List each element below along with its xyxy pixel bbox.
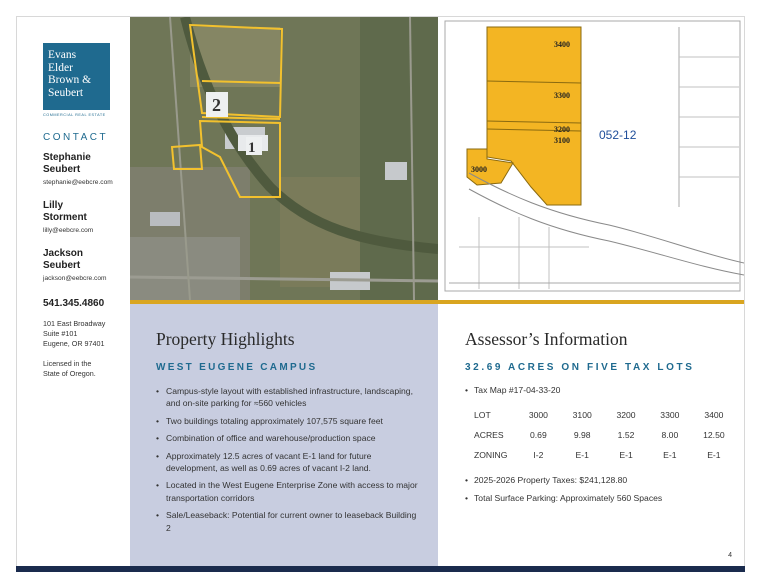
tax-lot-label: 3000 xyxy=(471,165,487,174)
table-cell: E-1 xyxy=(575,450,589,460)
highlight-item: • Combination of office and warehouse/production space xyxy=(156,432,420,444)
aerial-photo xyxy=(130,17,438,300)
contact-last-name: Storment xyxy=(43,211,87,223)
license-note xyxy=(43,359,129,379)
highlight-item: • Approximately 12.5 acres of vacant E-1 land for future development, as well as 0.69 acres of vacant I-2 land. xyxy=(156,450,420,475)
highlights-list xyxy=(156,385,420,534)
contact-email-link[interactable]: stephanie@eebcre.com xyxy=(43,179,113,186)
table-cell: 0.69 xyxy=(530,430,547,440)
table-cell: E-1 xyxy=(707,450,721,460)
contact-person xyxy=(43,200,129,234)
contact-last-name: Seubert xyxy=(43,259,81,271)
table-cell: 8.00 xyxy=(661,430,679,440)
table-cell: E-1 xyxy=(663,450,677,460)
highlight-item: • Campus-style layout with established infrastructure, landscaping, and on-site parking for ≈560 vehicles xyxy=(156,385,420,410)
office-address xyxy=(43,319,129,349)
property-highlights-panel xyxy=(130,304,438,572)
contact-last-name: Seubert xyxy=(43,163,81,175)
assessor-info-panel xyxy=(439,304,745,572)
contact-email-link[interactable]: jackson@eebcre.com xyxy=(43,275,107,282)
assessor-subtitle: 32.69 ACRES ON FIVE TAX LOTS xyxy=(465,362,695,373)
contact-person xyxy=(43,248,129,282)
table-row xyxy=(474,425,736,445)
tax-lot-label: 3300 xyxy=(554,91,570,100)
license-line: Licensed in the xyxy=(43,359,92,368)
address-line: Suite #101 xyxy=(43,329,78,338)
tax-lot-map xyxy=(439,17,745,300)
tax-map-id: 052-12 xyxy=(599,128,637,142)
contact-email-link[interactable]: lilly@eebcre.com xyxy=(43,227,94,234)
table-cell: 3000 xyxy=(528,410,548,420)
table-cell: E-1 xyxy=(619,450,633,460)
company-logo xyxy=(43,43,110,110)
logo-line: Evans xyxy=(48,49,77,61)
table-cell: ACRES xyxy=(474,430,504,440)
brochure-page xyxy=(16,16,745,572)
table-cell: 3200 xyxy=(616,410,636,420)
table-cell: 9.98 xyxy=(573,430,591,440)
aerial-lot-label: 2 xyxy=(212,95,221,115)
footer-bar xyxy=(16,566,745,572)
table-cell: 3300 xyxy=(660,410,680,420)
page-number: 4 xyxy=(728,552,732,559)
address-line: Eugene, OR 97401 xyxy=(43,339,105,348)
contact-person xyxy=(43,152,129,186)
highlight-item: • Two buildings totaling approximately 107,575 square feet xyxy=(156,415,420,427)
property-taxes: • 2025-2026 Property Taxes: $241,128.80 xyxy=(465,475,736,485)
contact-first-name: Jackson xyxy=(43,248,84,259)
license-line: State of Oregon. xyxy=(43,369,96,378)
tax-lot-label: 3400 xyxy=(554,40,570,49)
table-cell: 3400 xyxy=(704,410,724,420)
tax-lot-label: 3100 xyxy=(554,136,570,145)
contact-heading: CONTACT xyxy=(43,132,109,143)
logo-subtitle: COMMERCIAL REAL ESTATE xyxy=(43,113,106,117)
assessor-title: Assessor’s Information xyxy=(465,329,628,349)
tax-lot-table xyxy=(474,405,736,465)
logo-line: Elder xyxy=(48,61,73,74)
table-cell: I-2 xyxy=(533,450,544,460)
address-line: 101 East Broadway xyxy=(43,319,106,328)
highlights-subtitle: WEST EUGENE CAMPUS xyxy=(156,362,318,373)
surface-parking: • Total Surface Parking: Approximately 560 Spaces xyxy=(465,493,736,503)
contact-first-name: Lilly xyxy=(43,200,64,211)
tax-map-number: • Tax Map #17-04-33-20 xyxy=(465,385,736,395)
highlights-title: Property Highlights xyxy=(156,329,295,349)
table-row xyxy=(474,405,736,425)
logo-line: Seubert xyxy=(48,86,84,99)
highlight-item: • Sale/Leaseback: Potential for current owner to leaseback Building 2 xyxy=(156,509,420,534)
phone-number-link[interactable]: 541.345.4860 xyxy=(43,298,105,309)
table-cell: 1.52 xyxy=(617,430,635,440)
table-cell: LOT xyxy=(474,410,491,420)
table-row xyxy=(474,445,736,465)
tax-lot-label: 3200 xyxy=(554,125,570,134)
table-cell: ZONING xyxy=(474,450,508,460)
table-cell: 12.50 xyxy=(703,430,725,440)
contact-first-name: Stephanie xyxy=(43,152,91,163)
contact-sidebar xyxy=(17,17,129,571)
highlight-item: • Located in the West Eugene Enterprise Zone with access to major transportation corridors xyxy=(156,479,420,504)
logo-line: Brown & xyxy=(48,74,92,86)
table-cell: 3100 xyxy=(572,410,592,420)
aerial-lot-label: 1 xyxy=(248,140,256,156)
